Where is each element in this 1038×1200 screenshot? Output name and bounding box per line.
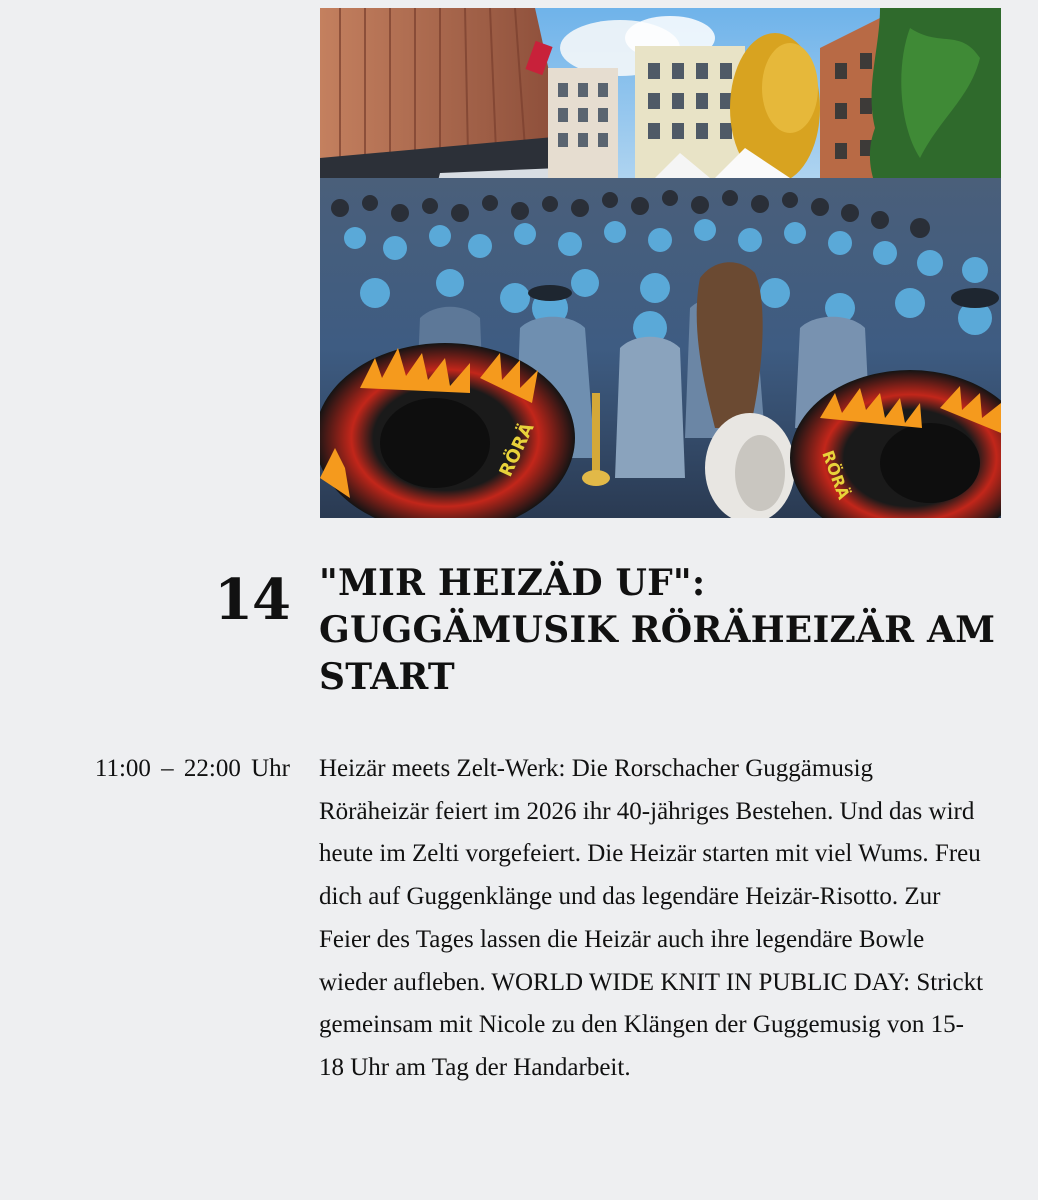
event-photo-illustration bbox=[320, 8, 1001, 518]
autumn-tree-highlight bbox=[762, 43, 818, 133]
event-day-number: 14 bbox=[214, 567, 290, 633]
event-description: Heizär meets Zelt-Werk: Die Rorschacher Guggämusig Röräheizär feiert im 2026 ihr 40-jähriges Bestehen. Und das wird heute im Zelti vorgefeiert. Die Heizär starten mit viel Wums. Freu dich auf Guggenklänge und das legendäre Heizär-Risotto. Zur Feier des Tages lassen die Heizär auch ihre legendäre Bowle wieder aufleben. WORLD WIDE KNIT IN PUBLIC DAY: Strickt gemeinsam mit Nicole zu den Klängen der Guggemusig von 15-18 Uhr am Tag der Handarbeit. bbox=[319, 755, 984, 1081]
sousaphone-bell-inner bbox=[735, 435, 785, 511]
event-photo bbox=[320, 8, 1001, 518]
event-title: "MIR HEIZÄD UF": GUGGÄMUSIK RÖRÄHEIZÄR AM START bbox=[319, 562, 996, 698]
building-windows bbox=[558, 83, 608, 147]
event-time: 11:00 – 22:00 Uhr bbox=[94, 755, 290, 782]
drum-lettering-left: RÖRÄ bbox=[495, 419, 539, 481]
drum-lettering-right: RÖRÄ bbox=[818, 447, 854, 502]
